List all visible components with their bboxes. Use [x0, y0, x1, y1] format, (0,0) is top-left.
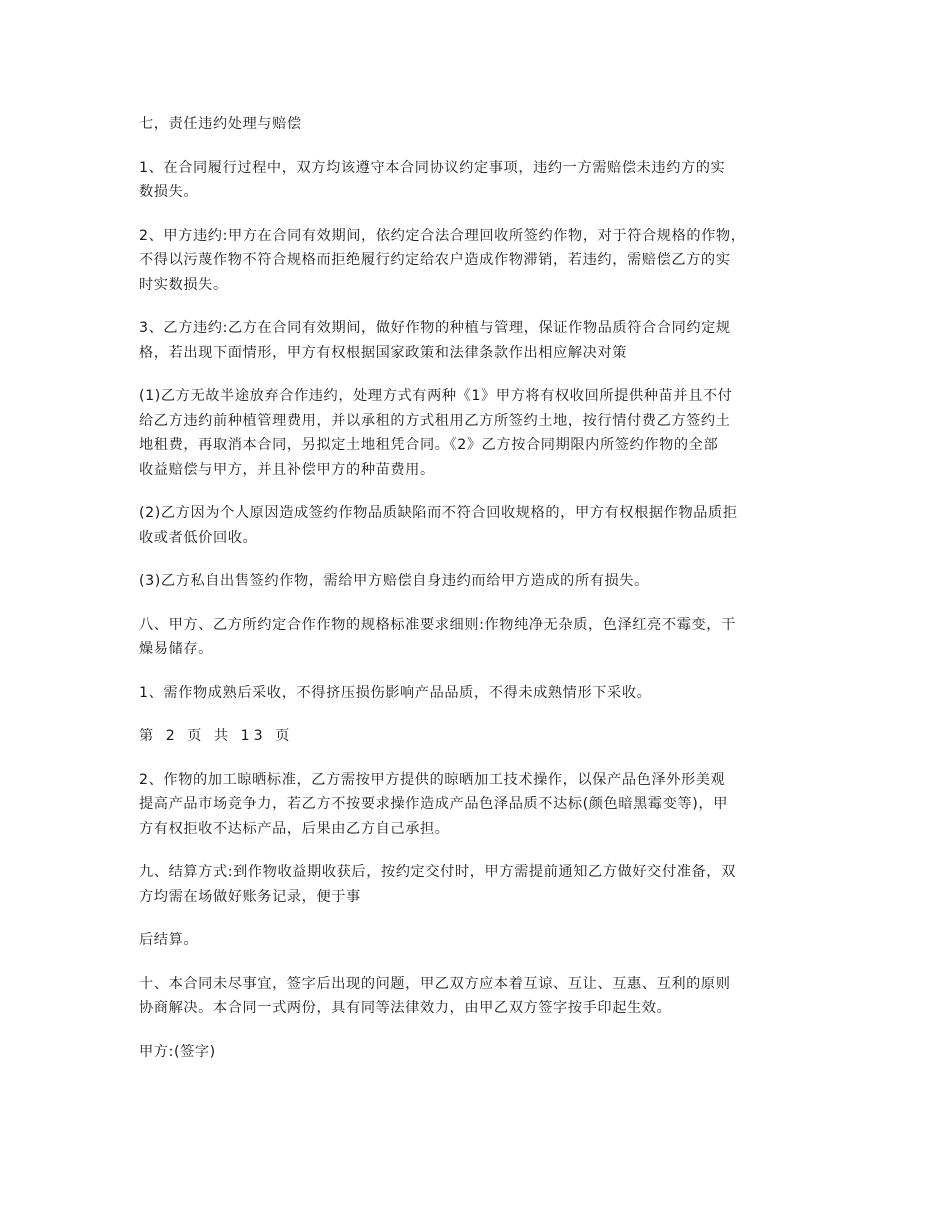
text-line: 方均需在场做好账务记录，便于事	[139, 888, 361, 905]
text-line: 1、在合同履行过程中，双方均该遵守本合同协议约定事项，违约一方需赔偿未违约方的实	[139, 159, 726, 176]
clause-paragraph	[139, 156, 819, 205]
text-line: (3)乙方私自出售签约作物，需给甲方赔偿自身违约而给甲方造成的所有损失。	[139, 573, 649, 589]
clause-paragraph	[139, 224, 819, 298]
text-line: 方有权拒收不达标产品，后果由乙方自己承担。	[139, 820, 450, 837]
clause-paragraph	[139, 1040, 819, 1065]
clause-paragraph	[139, 768, 819, 842]
text-line: 2、作物的加工晾晒标准，乙方需按甲方提供的晾晒加工技术操作，以保产品色泽外形美观	[139, 771, 726, 788]
text-line: 地租费，再取消本合同，另拟定土地租凭合同。《2》乙方按合同期限内所签约作物的全部	[139, 437, 719, 453]
text-line: 不得以污蔑作物不符合规格而拒绝履行约定给农户造成作物滞销，若违约，需赔偿乙方的实	[139, 252, 731, 268]
text-line: 2、甲方违约:甲方在合同有效期间，依约定合法合理回收所签约作物，对于符合规格的作物，	[139, 227, 746, 244]
text-line: 协商解决。本合同一式两份，具有同等法律效力，由甲乙双方签字按手印起生效。	[139, 1000, 672, 1016]
text-line: 九、结算方式:到作物收益期收获后，按约定交付时，甲方需提前通知乙方做好交付准备，双	[139, 864, 736, 880]
text-line: 甲方:(签字)	[139, 1043, 216, 1060]
clause-paragraph	[139, 112, 819, 137]
text-line: 格，若出现下面情形，甲方有权根据国家政策和法律条款作出相应解决对策	[139, 344, 627, 361]
clause-paragraph	[139, 860, 819, 909]
clause-paragraph	[139, 384, 819, 482]
text-line: 燥易储存。	[139, 641, 213, 657]
clause-paragraph	[139, 972, 819, 1021]
page-footer: 第 2 页 共 13 页	[139, 728, 294, 744]
text-line: 提高产品市场竞争力，若乙方不按要求操作造成产品色泽品质不达标(颜色暗黑霉变等)，甲	[139, 796, 728, 812]
clause-paragraph	[139, 613, 819, 662]
contract-body-before-footer	[139, 112, 819, 705]
text-line: 十、本合同未尽事宜，签字后出现的问题，甲乙双方应本着互谅、互让、互惠、互利的原则	[139, 975, 731, 992]
text-line: 七，责任违约处理与赔偿	[139, 116, 302, 132]
clause-paragraph	[139, 316, 819, 365]
text-line: 给乙方违约前种植管理费用，并以承租的方式租用乙方所签约土地，按行情付费乙方签约土	[139, 412, 731, 429]
contract-body-after-footer	[139, 768, 819, 1065]
text-line: 数损失。	[139, 184, 199, 200]
text-line: 1、需作物成熟后采收，不得挤压损伤影响产品品质，不得未成熟情形下采收。	[139, 684, 652, 701]
document-page	[139, 112, 819, 1083]
text-line: (1)乙方无故半途放弃合作违约，处理方式有两种《1》甲方将有权收回所提供种苗并且不付	[139, 388, 733, 404]
text-line: 后结算。	[139, 932, 199, 948]
text-line: 3、乙方违约:乙方在合同有效期间，做好作物的种植与管理，保证作物品质符合合同约定规	[139, 320, 731, 336]
clause-paragraph	[139, 569, 819, 594]
text-line: 时实数损失。	[139, 276, 228, 293]
text-line: 收或者低价回收。	[139, 529, 258, 546]
text-line: 八、甲方、乙方所约定合作作物的规格标准要求细则:作物纯净无杂质，色泽红亮不霉变，干	[139, 616, 736, 633]
text-line: 收益赔偿与甲方，并且补偿甲方的种苗费用。	[139, 461, 435, 478]
clause-paragraph	[139, 501, 819, 550]
clause-paragraph	[139, 928, 819, 953]
clause-paragraph	[139, 681, 819, 706]
text-line: (2)乙方因为个人原因造成签约作物品质缺陷而不符合回收规格的，甲方有权根据作物品质拒	[139, 505, 738, 521]
